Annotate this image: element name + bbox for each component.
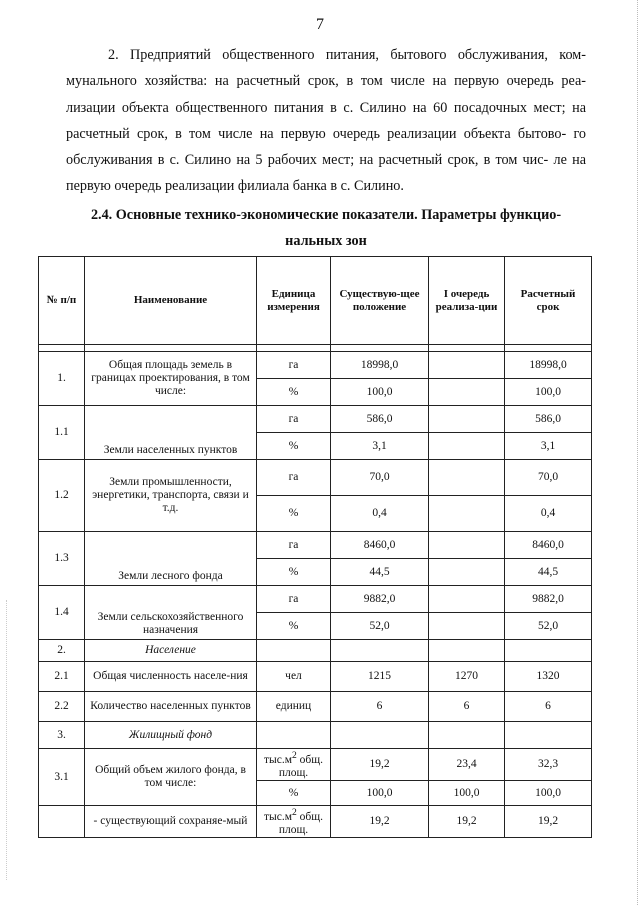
table-row [39, 406, 592, 433]
scan-edge-line [636, 0, 638, 905]
row-target: 6 [505, 692, 592, 722]
row-first-stage: 1270 [429, 662, 505, 692]
row-name: Земли лесного фонда [85, 532, 257, 586]
row-existing: 44,5 [331, 559, 429, 586]
row-unit: $тыс.м^2$ общ. площ. [257, 749, 331, 781]
header-first-stage: I очередь реализа-ции [429, 257, 505, 345]
row-existing: 100,0 [331, 379, 429, 406]
paragraph-line: мунального хозяйства: на расчетный срок, в том числе на первую очередь реа- [66, 73, 586, 90]
table-row [39, 722, 592, 749]
row-existing: 8460,0 [331, 532, 429, 559]
row-existing: 52,0 [331, 613, 429, 640]
row-existing: 19,2 [331, 749, 429, 781]
row-name: Земли сельскохозяйственного назначения [85, 586, 257, 640]
table-row [39, 640, 592, 662]
row-num [39, 806, 85, 838]
row-name: Общая численность населе-ния [85, 662, 257, 692]
row-unit: % [257, 433, 331, 460]
row-first-stage [429, 433, 505, 460]
row-first-stage [429, 406, 505, 433]
row-existing: 70,0 [331, 460, 429, 496]
row-target: 9882,0 [505, 586, 592, 613]
row-num: 2.1 [39, 662, 85, 692]
row-first-stage [429, 352, 505, 379]
row-num: 3.1 [39, 749, 85, 806]
section-heading-line: 2.4. Основные технико-экономические показатели. Параметры функцио- [90, 207, 562, 223]
row-first-stage [429, 613, 505, 640]
row-target: 52,0 [505, 613, 592, 640]
paragraph-line: 2. Предприятий общественного питания, бытового обслуживания, ком- [108, 47, 586, 63]
row-name: - существующий сохраняе-мый [85, 806, 257, 838]
table-row [39, 586, 592, 613]
header-name: Наименование [85, 257, 257, 345]
row-num: 2.2 [39, 692, 85, 722]
row-unit: % [257, 559, 331, 586]
intro-paragraph [66, 42, 586, 200]
row-num: 1.2 [39, 460, 85, 532]
row-target: 32,3 [505, 749, 592, 781]
row-existing: 19,2 [331, 806, 429, 838]
table-row [39, 662, 592, 692]
row-existing: 586,0 [331, 406, 429, 433]
row-name: Население [85, 640, 257, 662]
row-unit: га [257, 406, 331, 433]
table-header-row [39, 257, 592, 345]
row-num: 1.1 [39, 406, 85, 460]
row-first-stage [429, 586, 505, 613]
paragraph-line: ле на первую очередь реализации филиала банка в с. Силино. [66, 152, 586, 195]
row-existing: 1215 [331, 662, 429, 692]
row-existing: 0,4 [331, 496, 429, 532]
row-name: Земли промышленности, энергетики, транспорта, связи и т.д. [85, 460, 257, 532]
row-unit: % [257, 781, 331, 806]
row-unit: га [257, 532, 331, 559]
row-target: 70,0 [505, 460, 592, 496]
row-num: 3. [39, 722, 85, 749]
row-unit: единиц [257, 692, 331, 722]
row-first-stage [429, 532, 505, 559]
row-num: 1.3 [39, 532, 85, 586]
row-unit: % [257, 496, 331, 532]
row-target: 586,0 [505, 406, 592, 433]
paragraph-line: лизации объекта общественного питания в с. Силино на 60 посадочных мест; [66, 99, 566, 116]
row-num: 1. [39, 352, 85, 406]
row-target: 100,0 [505, 379, 592, 406]
row-first-stage [429, 460, 505, 496]
scan-edge-line [6, 600, 8, 880]
table-row [39, 806, 592, 838]
row-target: 1320 [505, 662, 592, 692]
row-unit: % [257, 613, 331, 640]
row-unit: га [257, 460, 331, 496]
row-target: 8460,0 [505, 532, 592, 559]
row-target: 19,2 [505, 806, 592, 838]
row-name: Количество населенных пунктов [85, 692, 257, 722]
row-unit: га [257, 586, 331, 613]
header-existing: Существую-щее положение [331, 257, 429, 345]
row-target: 0,4 [505, 496, 592, 532]
row-first-stage: 6 [429, 692, 505, 722]
row-target: 100,0 [505, 781, 592, 806]
table-row [39, 460, 592, 496]
row-existing: 6 [331, 692, 429, 722]
row-existing: 9882,0 [331, 586, 429, 613]
row-existing: 100,0 [331, 781, 429, 806]
row-name: Общая площадь земель в границах проектирования, в том числе: [85, 352, 257, 406]
row-first-stage: 100,0 [429, 781, 505, 806]
table-row [39, 352, 592, 379]
row-name: Жилищный фонд [85, 722, 257, 749]
header-num: № п/п [39, 257, 85, 345]
table-row [39, 532, 592, 559]
row-target: 3,1 [505, 433, 592, 460]
header-target: Расчетный срок [505, 257, 592, 345]
page-number: 7 [316, 16, 324, 33]
row-unit: га [257, 352, 331, 379]
table-row [39, 749, 592, 781]
section-heading [66, 202, 586, 254]
indicators-table [38, 256, 592, 838]
row-first-stage [429, 496, 505, 532]
row-name: Общий объем жилого фонда, в том числе: [85, 749, 257, 806]
row-num: 2. [39, 640, 85, 662]
paragraph-line: на расчетный срок, в том числе на первую очередь реализации объекта бытово- [66, 99, 587, 142]
header-unit: Единица измерения [257, 257, 331, 345]
row-target: 44,5 [505, 559, 592, 586]
row-target: 18998,0 [505, 352, 592, 379]
row-unit: $тыс.м^2$ общ. площ. [257, 806, 331, 838]
row-unit: % [257, 379, 331, 406]
row-num: 1.4 [39, 586, 85, 640]
row-first-stage [429, 559, 505, 586]
row-existing: 18998,0 [331, 352, 429, 379]
paragraph-line: го обслуживания в с. Силино на 5 рабочих мест; на расчетный срок, в том чис- [66, 125, 587, 169]
row-first-stage: 19,2 [429, 806, 505, 838]
row-first-stage: 23,4 [429, 749, 505, 781]
row-name: Земли населенных пунктов [85, 406, 257, 460]
row-first-stage [429, 379, 505, 406]
section-heading-line: нальных зон [285, 233, 367, 249]
row-existing: 3,1 [331, 433, 429, 460]
table-row [39, 692, 592, 722]
row-unit: чел [257, 662, 331, 692]
